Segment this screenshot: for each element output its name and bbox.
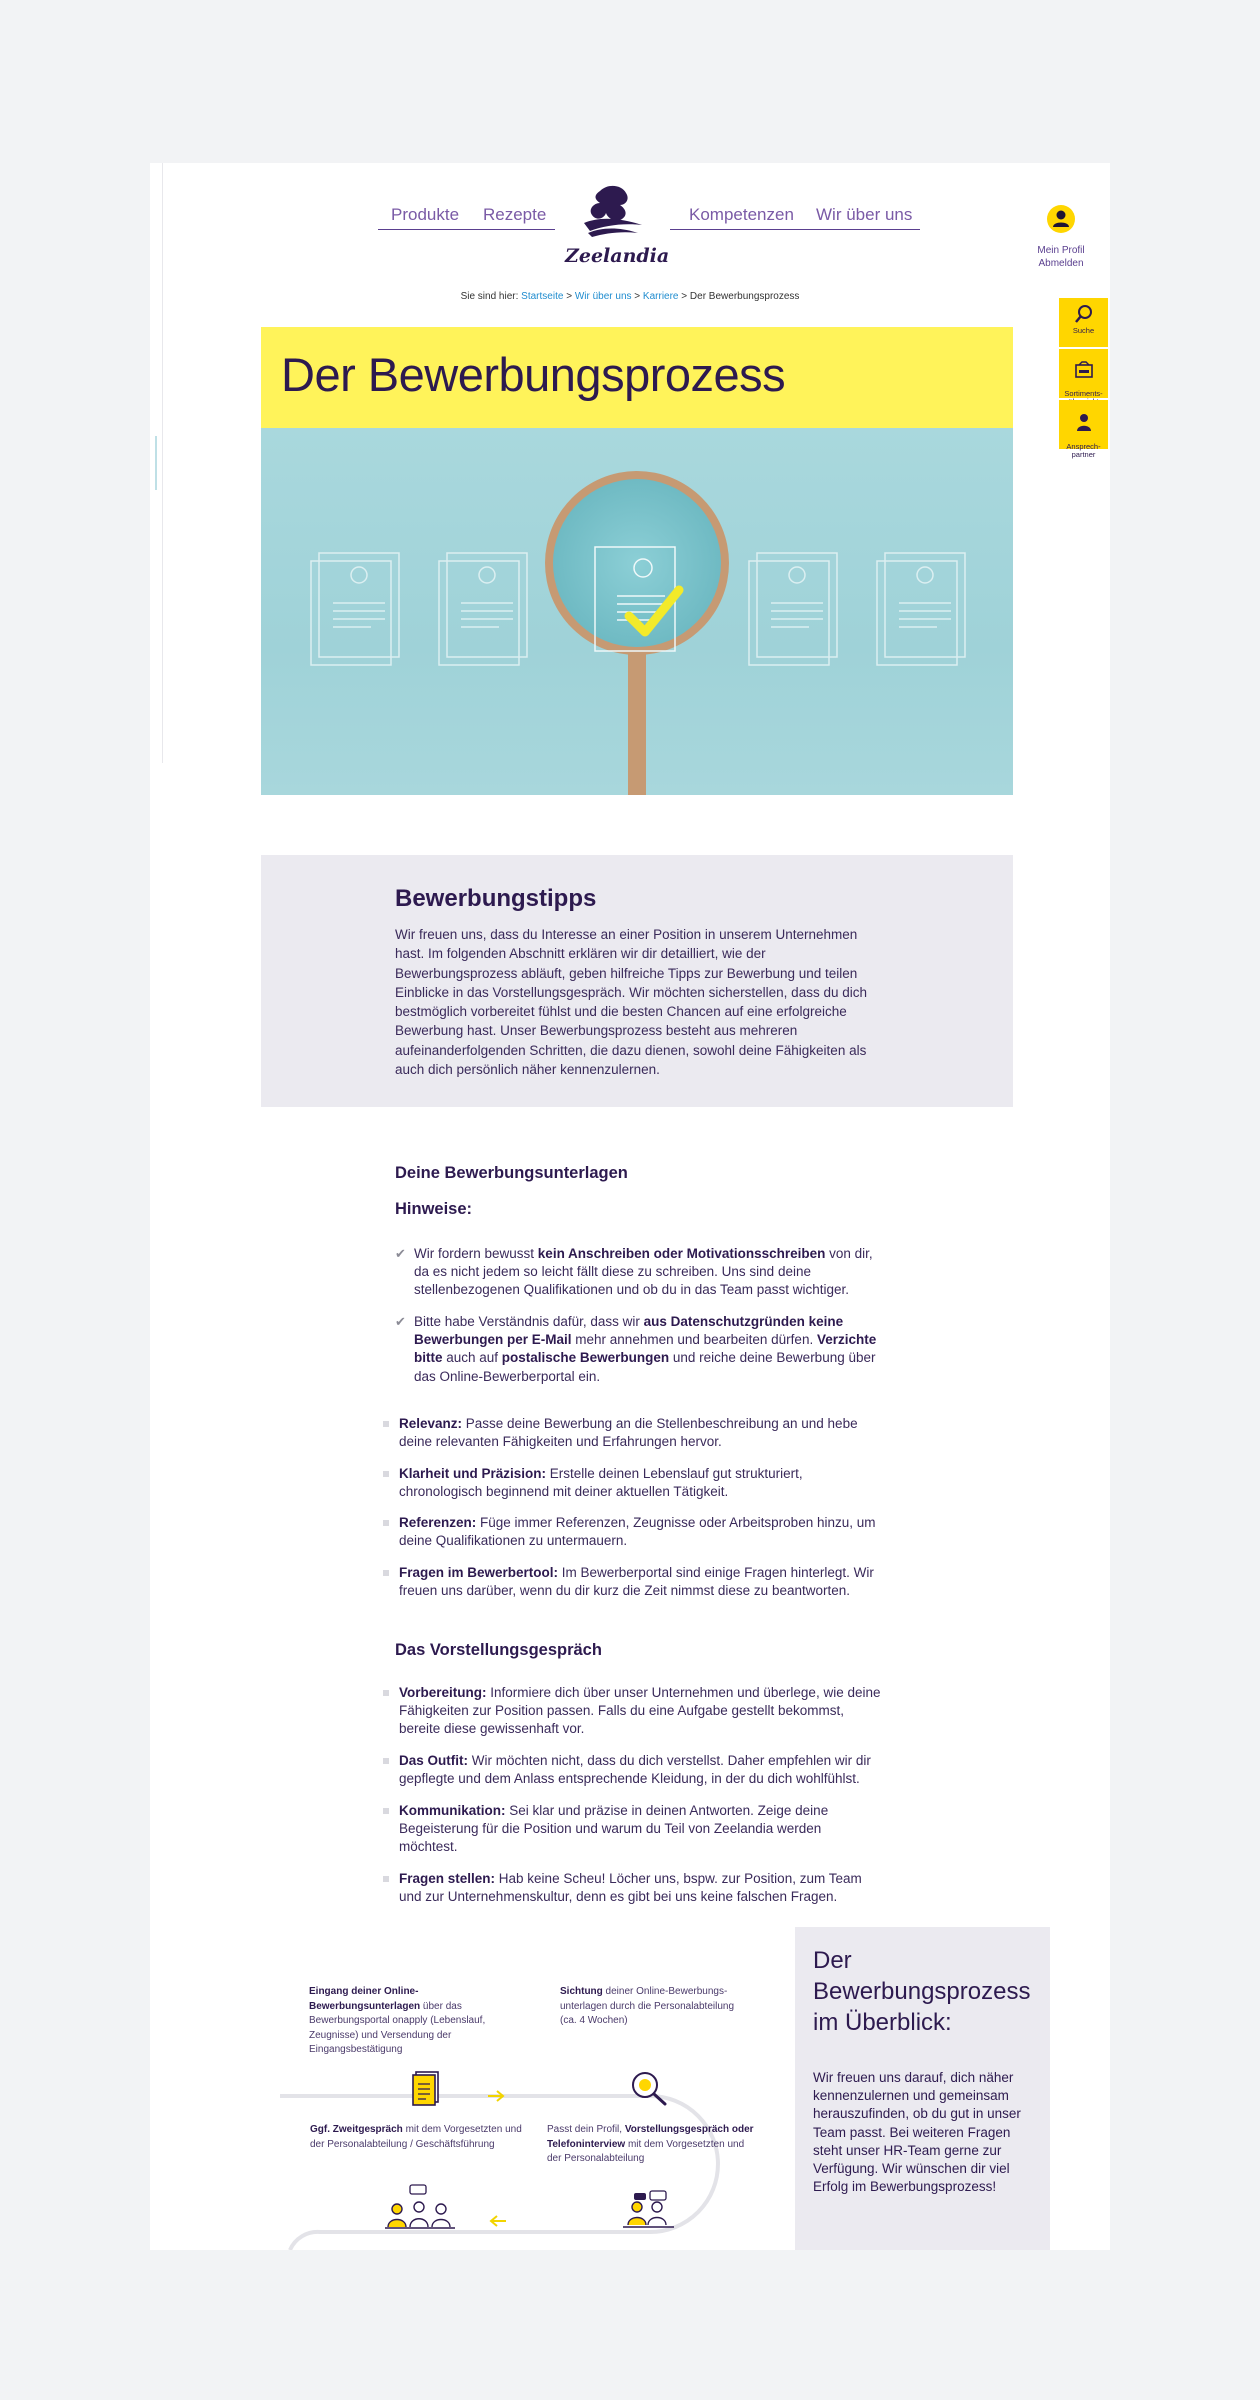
- bullet-icon: [383, 1520, 389, 1526]
- note-no-cover-letter: ✔ Wir fordern bewusst kein Anschreiben oder Motivationsschreiben von dir, da es nicht jedem so leicht fällt diese zu schreiben. Uns sind deine stellenbezogenen Qualifikationen und ob du in das Team passt wichtiger.: [395, 1246, 873, 1298]
- tool-catalog-button[interactable]: [1059, 349, 1108, 398]
- tips-heading: Bewerbungstipps: [395, 885, 597, 912]
- list-item: Fragen stellen: Hab keine Scheu! Löcher uns, bspw. zur Position, zum Team und zur Unternehmenskultur, denn es gibt bei uns keine falschen Fragen.: [383, 1870, 883, 1906]
- breadcrumb-separator: >: [566, 291, 573, 302]
- breadcrumb-startseite[interactable]: Startseite: [521, 291, 564, 302]
- page-title: Der Bewerbungsprozess: [281, 348, 786, 401]
- hero-image: [261, 428, 1013, 795]
- breadcrumb: [300, 291, 960, 302]
- tool-search-button[interactable]: [1059, 298, 1108, 347]
- breadcrumb-separator: >: [634, 291, 641, 302]
- magnifier-review-icon: [629, 2070, 669, 2106]
- list-item: Fragen im Bewerbertool: Im Bewerberportal sind einige Fragen hinterlegt. Wir freuen uns darüber, wenn du dir kurz die Zeit nimmst diese zu beantworten.: [383, 1564, 883, 1600]
- profile-links: [1020, 244, 1102, 270]
- check-icon: ✔: [395, 1314, 406, 1329]
- bullet-icon: [383, 1876, 389, 1882]
- tool-search-label: Suche: [1072, 326, 1095, 335]
- process-step-3: Passt dein Profil, Vorstellungsgespräch oder Telefoninterview mit dem Vorgesetzten und der Personalabteilung: [547, 2124, 754, 2164]
- list-item: Relevanz: Passe deine Bewerbung an die Stellenbeschreibung an und hebe deine relevanten Fähigkeiten und Erfahrungen hervor.: [383, 1415, 883, 1451]
- list-item: Klarheit und Präzision: Erstelle deinen Lebenslauf gut strukturiert, chronologisch beginnend mit deiner aktuellen Tätigkeit.: [383, 1465, 883, 1501]
- bullet-icon: [383, 1570, 389, 1576]
- note-no-email: ✔ Bitte habe Verständnis dafür, dass wir aus Datenschutzgründen keine Bewerbungen per E-Mail mehr annehmen und bearbeiten dürfen. Verzichte bitte auch auf postalische Bewerbungen und reiche deine Bewerbung über das Online-Bewerberportal ein.: [395, 1314, 877, 1384]
- bullet-icon: [383, 1421, 389, 1427]
- tips-section: [261, 855, 1013, 1107]
- zeelandia-lion-logo-icon[interactable]: [578, 183, 648, 239]
- bullet-icon: [383, 1758, 389, 1764]
- overview-title: Der Bewerbungsprozess im Überblick:: [813, 1947, 1031, 2036]
- bullet-icon: [383, 1690, 389, 1696]
- breadcrumb-separator: >: [681, 291, 688, 302]
- tool-catalog-label: Sortiments-: [1064, 389, 1103, 398]
- nav-kompetenzen[interactable]: Kompetenzen: [689, 205, 794, 224]
- my-profile-link[interactable]: Mein Profil: [1037, 245, 1085, 256]
- magnifier-documents-illustration: [261, 428, 1013, 795]
- contact-person-icon: [1074, 412, 1094, 432]
- breadcrumb-karriere[interactable]: Karriere: [642, 291, 679, 302]
- breadcrumb-current: Der Bewerbungsprozess: [689, 291, 800, 302]
- breadcrumb-prefix: Sie sind hier:: [460, 291, 519, 302]
- page: [150, 163, 1110, 2250]
- logo-wordmark[interactable]: Zeelandia: [565, 245, 670, 267]
- bullet-icon: [383, 1471, 389, 1477]
- search-icon: [1074, 304, 1094, 324]
- bullet-icon: [383, 1808, 389, 1814]
- catalog-icon: [1074, 361, 1094, 379]
- documents-heading: Deine Bewerbungsunterlagen: [395, 1164, 628, 1182]
- nav-wir-ueber-uns[interactable]: Wir über uns: [816, 205, 913, 224]
- profile-icon[interactable]: [1047, 205, 1075, 233]
- logout-link[interactable]: Abmelden: [1038, 258, 1084, 269]
- list-item: Referenzen: Füge immer Referenzen, Zeugnisse oder Arbeitsproben hinzu, um deine Qualifikationen zu untermauern.: [383, 1514, 883, 1550]
- check-icon: ✔: [395, 1246, 406, 1261]
- tips-text: Wir freuen uns, dass du Interesse an einer Position in unserem Unternehmen hast. Im folgenden Abschnitt erklären wir dir detailliert, wie der Bewerbungsprozess abläuft, geben hilfreiche Tipps zur Bewerbung und teilen Einblicke in das Vorstellungsgespräch. Wir möchten sicherstellen, dass du dich bestmöglich vorbereitet fühlst und die besten Chancen auf eine erfolgreiche Bewerbung hast. Unser Bewerbungsprozess besteht aus mehreren aufeinanderfolgenden Schritten, die dazu dienen, sowohl deine Fähigkeiten als auch dich persönlich näher kennenzulernen.: [395, 927, 867, 1078]
- group-interview-icon: [383, 2183, 457, 2229]
- notes-heading: Hinweise:: [395, 1200, 473, 1218]
- process-step-4: Ggf. Zweitgespräch mit dem Vorgesetzten und der Personalabteilung / Geschäftsführung: [310, 2124, 522, 2150]
- tool-contact-label: Ansprech- partner: [1066, 442, 1101, 459]
- interview-heading: Das Vorstellungsgespräch: [395, 1641, 602, 1659]
- process-step-1: Eingang deiner Online-Bewerbungsunterlagen über das Bewerbungsportal onapply (Lebenslauf, Zeugnisse) und Versendung der Eingangsbestätigung: [309, 1986, 486, 2055]
- left-scroll-indicator[interactable]: [155, 436, 157, 490]
- list-item: Das Outfit: Wir möchten nicht, dass du dich verstellst. Daher empfehlen wir dir gepflegte und dem Anlass entsprechende Kleidung, in der du dich wohlfühlst.: [383, 1752, 883, 1788]
- left-guide-line: [162, 163, 163, 763]
- nav-rezepte[interactable]: Rezepte: [483, 205, 547, 224]
- breadcrumb-wir-ueber-uns[interactable]: Wir über uns: [574, 291, 632, 302]
- nav-produkte[interactable]: Produkte: [391, 205, 460, 224]
- process-step-2: Sichtung deiner Online-Bewerbungs-unterlagen durch die Personalabteilung (ca. 4 Wochen): [560, 1986, 735, 2026]
- overview-text: Wir freuen uns darauf, dich näher kennenzulernen und gemeinsam herauszufinden, ob du gut in unser Team passt. Bei weiteren Fragen steht unser HR-Team gerne zur Verfügung. Wir wünschen dir viel Erfolg im Bewerbungsprozess!: [813, 2070, 1021, 2195]
- tool-contact-button[interactable]: [1059, 400, 1108, 459]
- documents-icon: [411, 2070, 441, 2106]
- interview-people-icon: [620, 2189, 676, 2229]
- list-item: Vorbereitung: Informiere dich über unser Unternehmen und überlege, wie deine Fähigkeiten zur Position passen. Falls du eine Aufgabe gestellt bekommst, bereite diese gewissenhaft vor.: [383, 1684, 883, 1739]
- list-item: Kommunikation: Sei klar und präzise in deinen Antworten. Zeige deine Begeisterung für die Position und warum du Teil von Zeelandia werden möchtest.: [383, 1802, 883, 1857]
